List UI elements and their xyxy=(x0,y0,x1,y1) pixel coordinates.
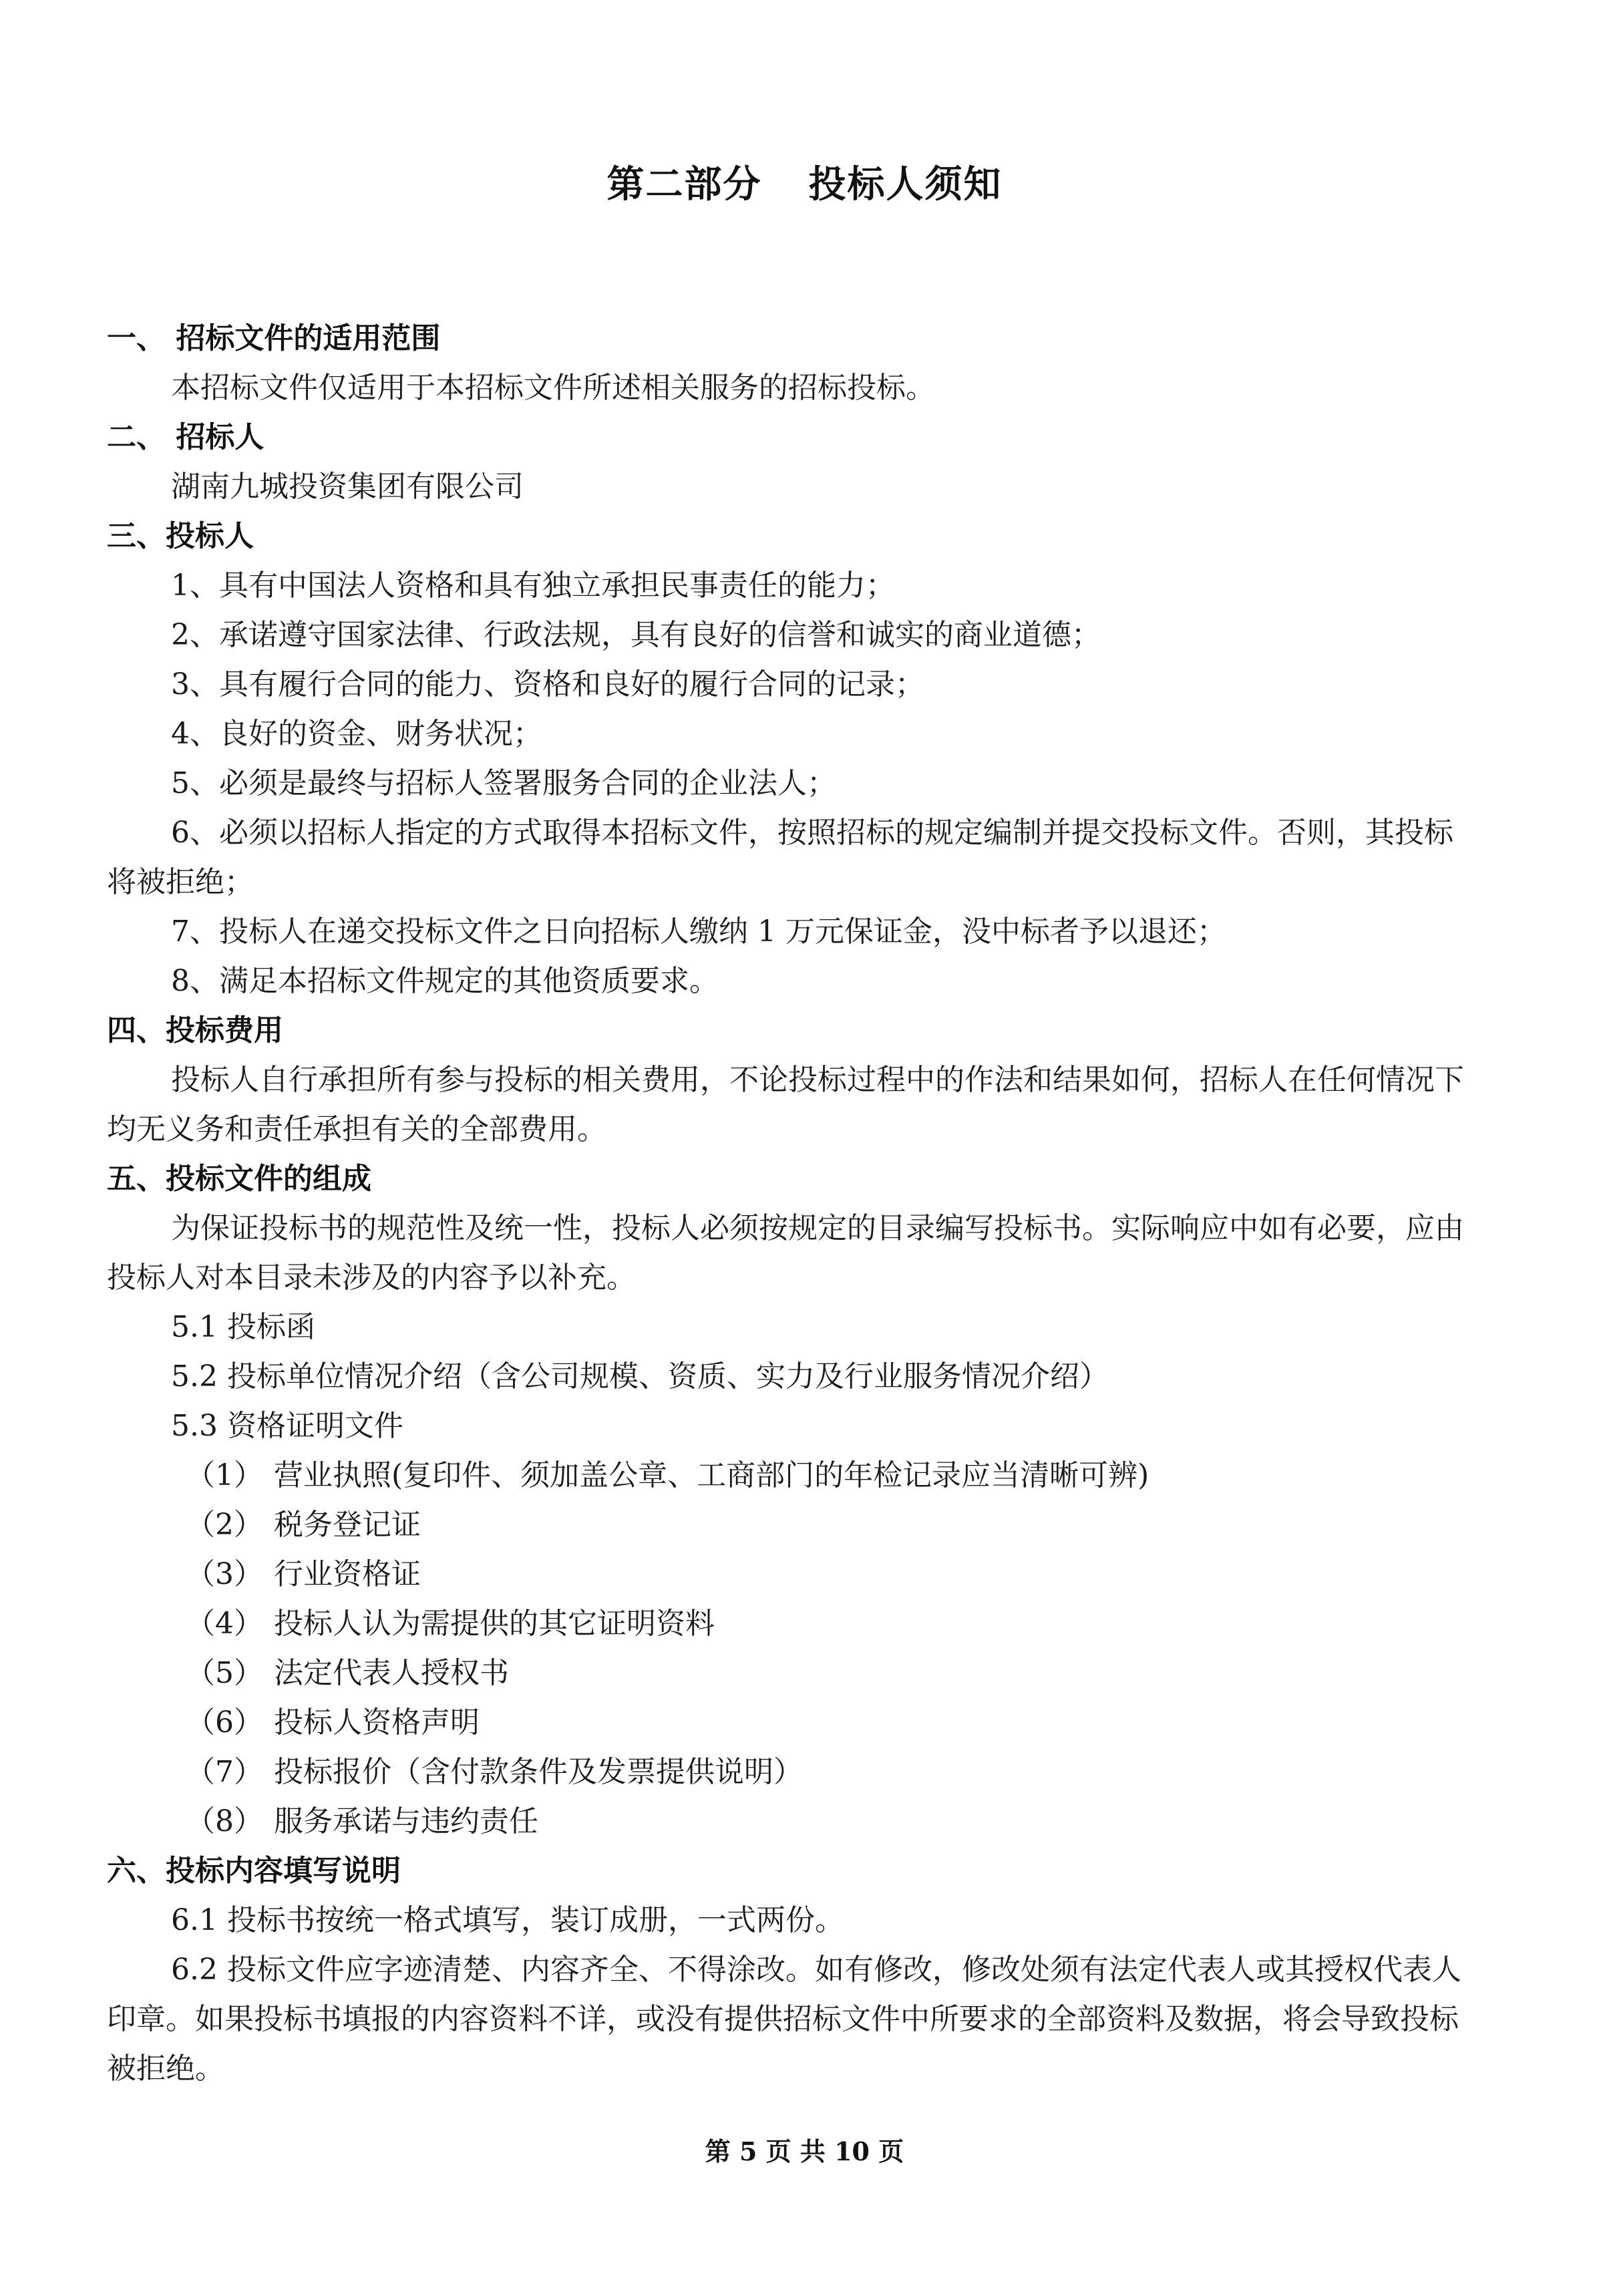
sub-item-number: （1） xyxy=(186,1458,263,1492)
section-5-sub-item xyxy=(107,1451,1476,1500)
sub-item-text: 法定代表人授权书 xyxy=(274,1656,509,1690)
section-3-item: 2、承诺遵守国家法律、行政法规，具有良好的信誉和诚实的商业道德； xyxy=(171,618,1101,652)
section-5-item: 5.3 资格证明文件 xyxy=(171,1409,403,1443)
sub-item-text: 税务登记证 xyxy=(274,1508,421,1542)
section-3-heading: 三、投标人 xyxy=(107,519,254,553)
section-5-sub-item xyxy=(107,1748,1476,1797)
section-5-sub-item xyxy=(107,1599,1476,1649)
section-5-item: 5.2 投标单位情况介绍（含公司规模、资质、实力及行业服务情况介绍） xyxy=(171,1359,1109,1393)
section-5-text: 为保证投标书的规范性及统一性，投标人必须按规定的目录编写投标书。实际响应中如有必要，应由投标人对本目录未涉及的内容予以补充。 xyxy=(107,1211,1464,1295)
section-5-heading: 五、投标文件的组成 xyxy=(107,1162,371,1196)
sub-item-text: 行业资格证 xyxy=(274,1557,421,1591)
section-6-item: 6.1 投标书按统一格式填写，装订成册，一式两份。 xyxy=(171,1903,844,1937)
section-3-item: 6、必须以招标人指定的方式取得本招标文件，按照招标的规定编制并提交投标文件。否则，其投标将被拒绝； xyxy=(107,816,1453,899)
sub-item-text: 服务承诺与违约责任 xyxy=(274,1804,538,1838)
sub-item-number: （8） xyxy=(186,1804,263,1838)
document-body xyxy=(107,314,1476,2094)
sub-item-text: 投标报价（含付款条件及发票提供说明） xyxy=(274,1755,803,1789)
section-3-item: 4、良好的资金、财务状况； xyxy=(171,717,542,751)
section-5-sub-item xyxy=(107,1797,1476,1846)
section-3-item: 5、必须是最终与招标人签署服务合同的企业法人； xyxy=(171,766,836,800)
section-2-text: 湖南九城投资集团有限公司 xyxy=(171,470,524,504)
section-3-item: 3、具有履行合同的能力、资格和良好的履行合同的记录； xyxy=(171,667,924,701)
section-5-item: 5.1 投标函 xyxy=(171,1310,315,1344)
section-3-item: 8、满足本招标文件规定的其他资质要求。 xyxy=(171,964,719,998)
page-number: 第 5 页 共 10 页 xyxy=(705,2136,904,2166)
section-3-item: 7、投标人在递交投标文件之日向招标人缴纳 1 万元保证金，没中标者予以退还； xyxy=(171,915,1226,949)
sub-item-number: （2） xyxy=(186,1508,263,1542)
sub-item-number: （7） xyxy=(186,1755,263,1789)
sub-item-text: 投标人认为需提供的其它证明资料 xyxy=(274,1607,715,1641)
title-subject: 投标人须知 xyxy=(808,163,1003,206)
sub-item-number: （5） xyxy=(186,1656,263,1690)
section-6-heading: 六、投标内容填写说明 xyxy=(107,1854,401,1888)
sub-item-number: （4） xyxy=(186,1607,263,1641)
page-title xyxy=(0,155,1609,208)
section-1-text: 本招标文件仅适用于本招标文件所述相关服务的招标投标。 xyxy=(171,371,935,405)
sub-item-text: 投标人资格声明 xyxy=(274,1705,480,1740)
section-5-sub-item xyxy=(107,1698,1476,1748)
section-2-heading: 二、 招标人 xyxy=(107,420,264,454)
sub-item-text: 营业执照(复印件、须加盖公章、工商部门的年检记录应当清晰可辨) xyxy=(274,1458,1149,1492)
sub-item-number: （6） xyxy=(186,1705,263,1740)
section-5-sub-item xyxy=(107,1500,1476,1550)
section-5-sub-item xyxy=(107,1649,1476,1698)
section-4-heading: 四、投标费用 xyxy=(107,1013,283,1047)
sub-item-number: （3） xyxy=(186,1557,263,1591)
section-6-item: 6.2 投标文件应字迹清楚、内容齐全、不得涂改。如有修改，修改处须有法定代表人或其授权代表人印章。如果投标书填报的内容资料不详，或没有提供招标文件中所要求的全部资料及数据，将会导致投标被拒绝。 xyxy=(107,1953,1461,2086)
section-1-heading: 一、 招标文件的适用范围 xyxy=(107,321,441,355)
title-part: 第二部分 xyxy=(606,163,762,206)
section-3-item: 1、具有中国法人资格和具有独立承担民事责任的能力； xyxy=(171,568,895,603)
section-5-sub-item xyxy=(107,1550,1476,1599)
section-4-text: 投标人自行承担所有参与投标的相关费用，不论投标过程中的作法和结果如何，招标人在任何情况下均无义务和责任承担有关的全部费用。 xyxy=(107,1063,1464,1146)
